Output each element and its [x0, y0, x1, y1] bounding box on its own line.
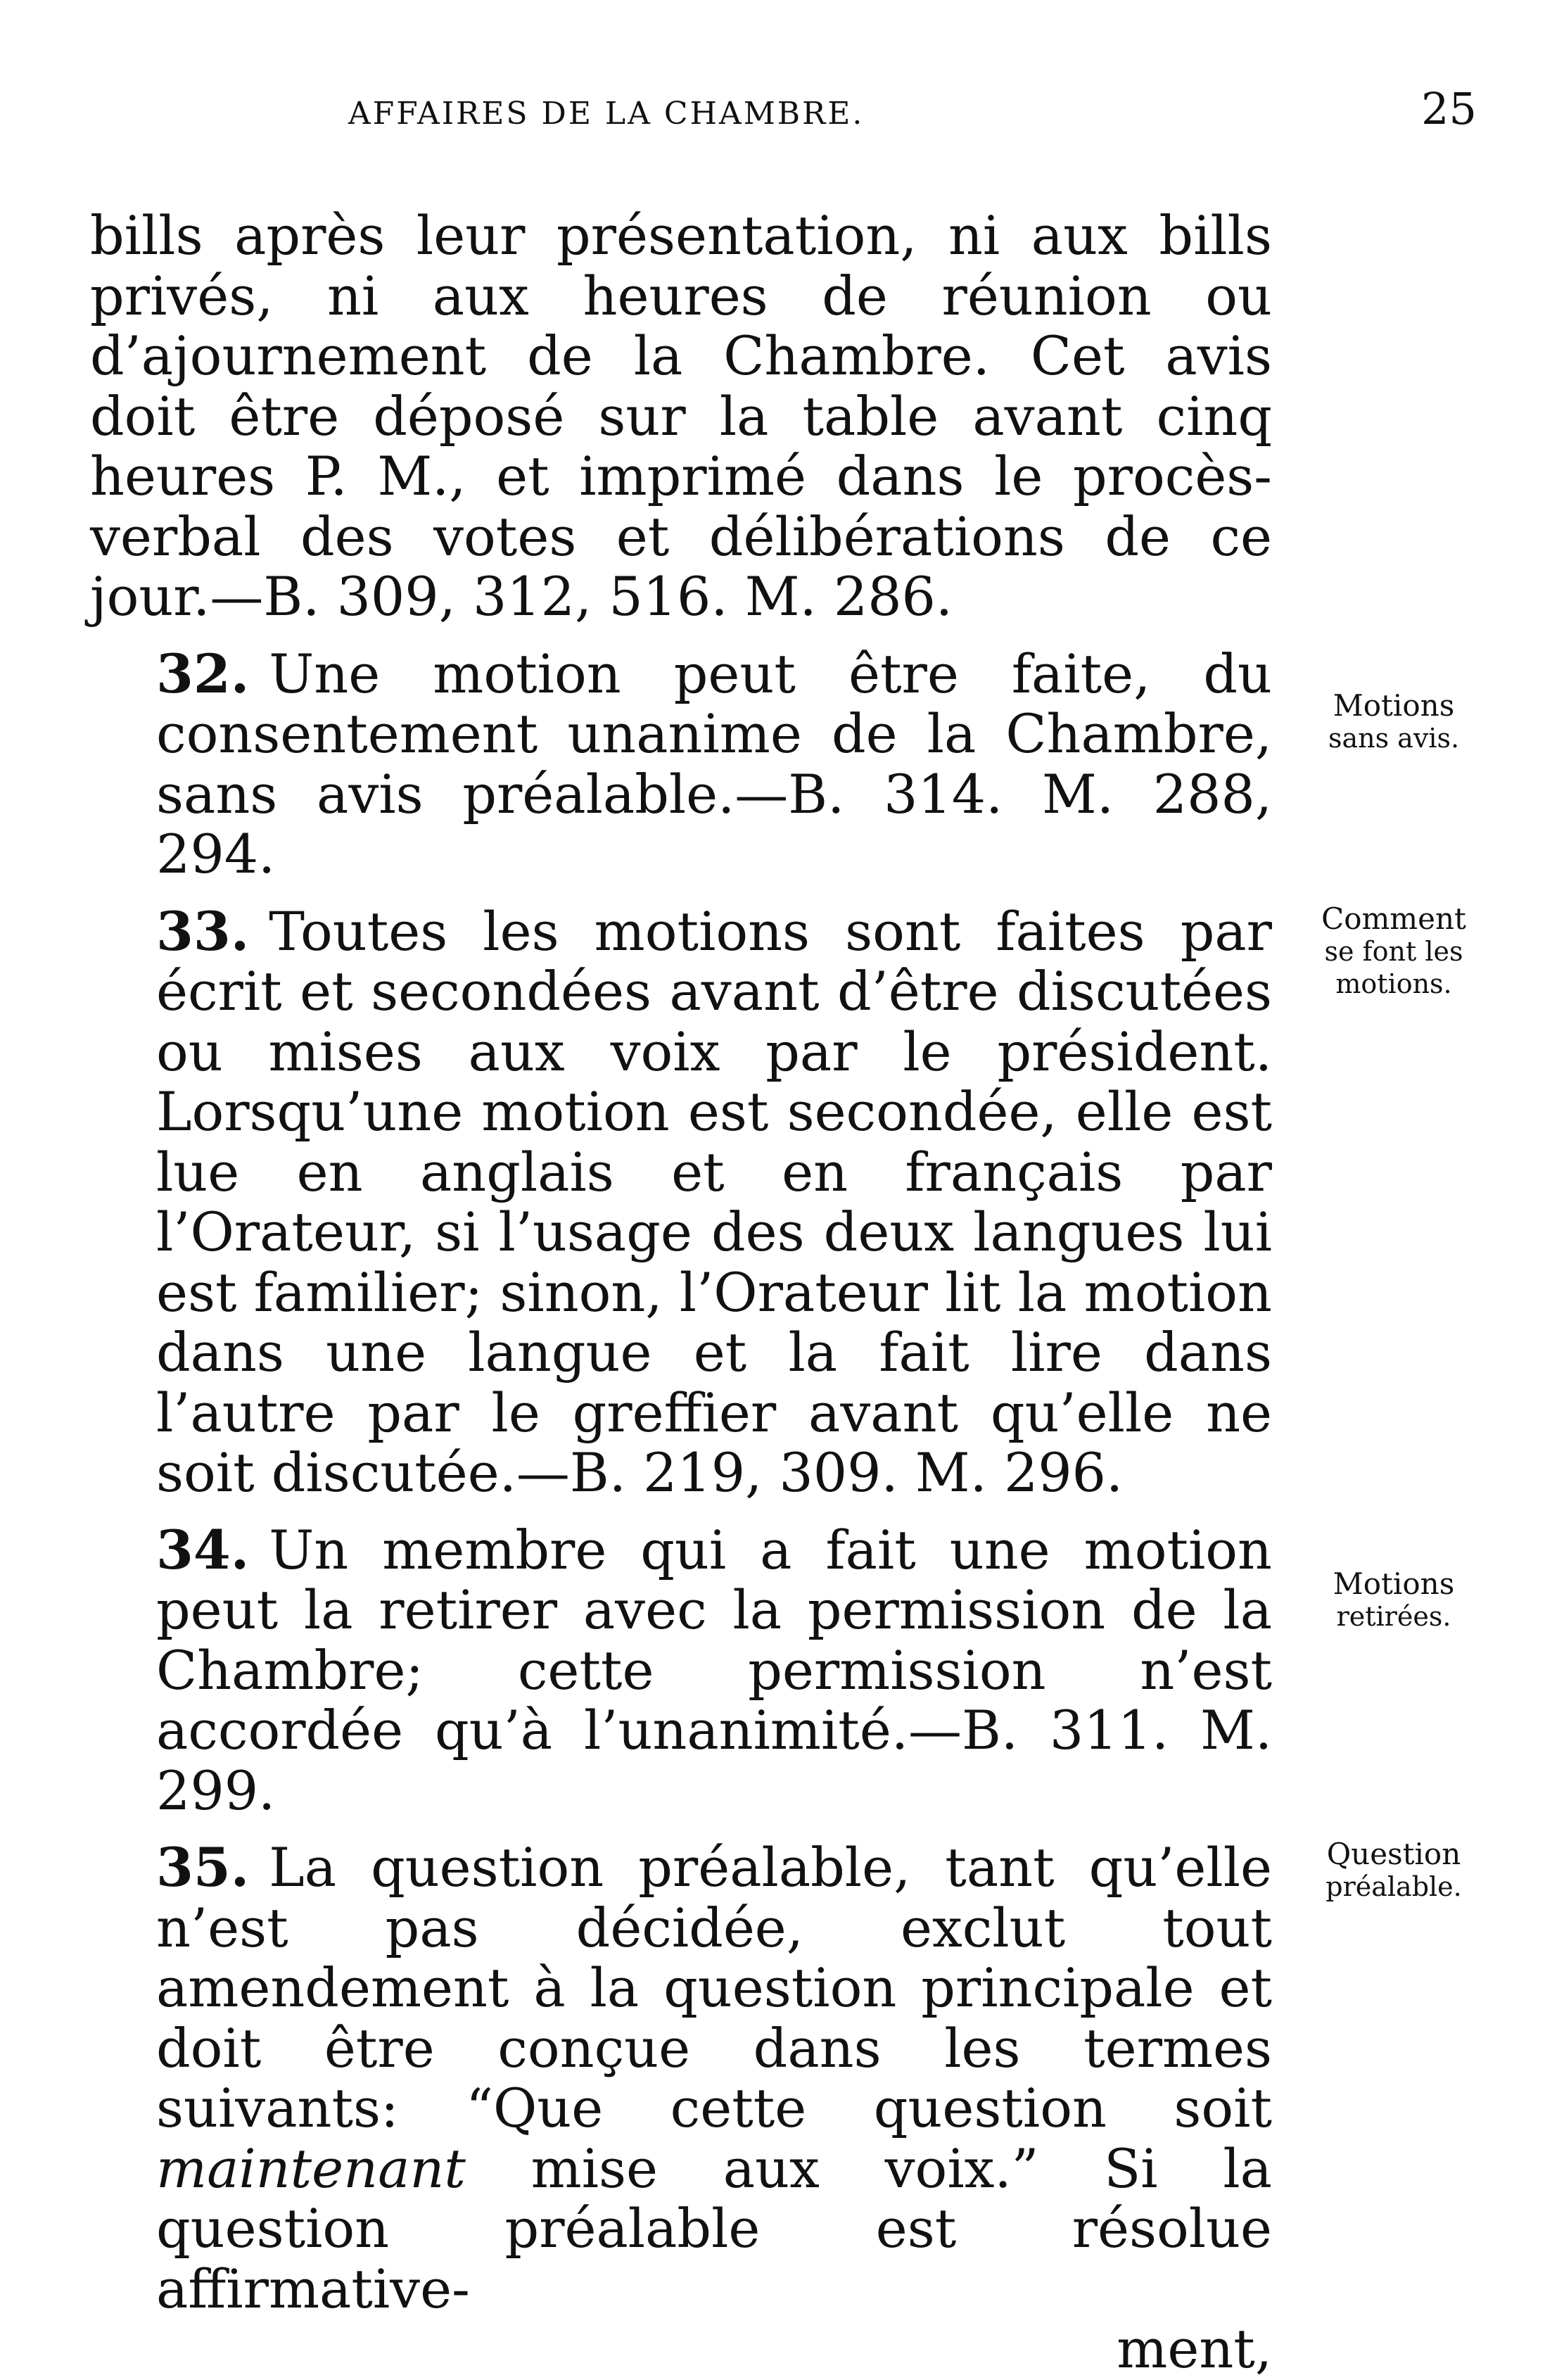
margin-note-line: Comment [1321, 901, 1466, 936]
article-35 [90, 1837, 1272, 2319]
margin-note-question-prealable [1292, 1838, 1496, 1903]
article-33 [90, 901, 1272, 1503]
running-head [0, 83, 1545, 139]
article-number: 35. [156, 1836, 250, 1899]
margin-note-line: motions. [1335, 968, 1452, 999]
margin-note-line: Motions [1333, 688, 1455, 723]
article-34 [90, 1520, 1272, 1821]
article-text: Une motion peut être faite, du consentement unanime de la Chambre, sans avis préalable.—B. 314. M. 288, 294. [156, 642, 1272, 885]
article-number: 32. [156, 642, 250, 705]
margin-note-line: Question [1326, 1837, 1461, 1871]
margin-note-motions-retirees [1292, 1568, 1496, 1633]
margin-note-line: se font les [1324, 936, 1463, 967]
article-35-last-line [90, 2319, 1272, 2379]
article-text: Toutes les motions sont faites par écrit et secondées avant d’être discutées ou mises aux voix par le président. Lorsqu’une motion est secondée, elle est lue en anglais et en français par l’Orateur, si l’usage des deux langues lui est familier; sinon, l’Orateur lit la motion dans une langue et la fait lire dans l’autre par le greffier avant qu’elle ne soit discutée.—B. 219, 309. M. 296. [156, 899, 1272, 1504]
article-32 [90, 644, 1272, 885]
margin-note-line: sans avis. [1328, 723, 1460, 754]
article-number: 34. [156, 1518, 250, 1581]
article-text-part1: La question préalable, tant qu’elle n’est pas décidée, exclut tout amendement à la question principale et doit être conçue dans les termes suivants: “Que cette question soit [156, 1836, 1272, 2139]
running-title: AFFAIRES DE LA CHAMBRE. [348, 96, 865, 132]
margin-note-line: préalable. [1325, 1871, 1462, 1902]
margin-note-comment-se-font [1292, 903, 1496, 1000]
margin-note-line: Motions [1333, 1566, 1455, 1601]
paragraph-continued [90, 205, 1272, 627]
body-text [90, 205, 1272, 2379]
article-text-part2: mise aux voix.” Si la question préalable est résolue affirmative- [156, 2137, 1272, 2320]
article-text: Un membre qui a fait une motion peut la retirer avec la permission de la Chambre; cette permission n’est accordée qu’à l’unanimité.—B. 311. M. 299. [156, 1518, 1272, 1822]
article-number: 33. [156, 899, 250, 963]
italic-word: maintenant [156, 2137, 466, 2200]
paragraph-text: bills après leur présentation, ni aux bills privés, ni aux heures de réunion ou d’ajournement de la Chambre. Cet avis doit être déposé sur la table avant cinq heures P. M., et imprimé dans le procès-verbal des votes et délibérations de ce jour.—B. 309, 312, 516. M. 286. [90, 204, 1272, 628]
margin-note-motions-sans-avis [1292, 690, 1496, 754]
page-number: 25 [1421, 83, 1477, 134]
article-text-end: ment, [1117, 2317, 1272, 2380]
margin-note-line: retirées. [1336, 1601, 1451, 1632]
